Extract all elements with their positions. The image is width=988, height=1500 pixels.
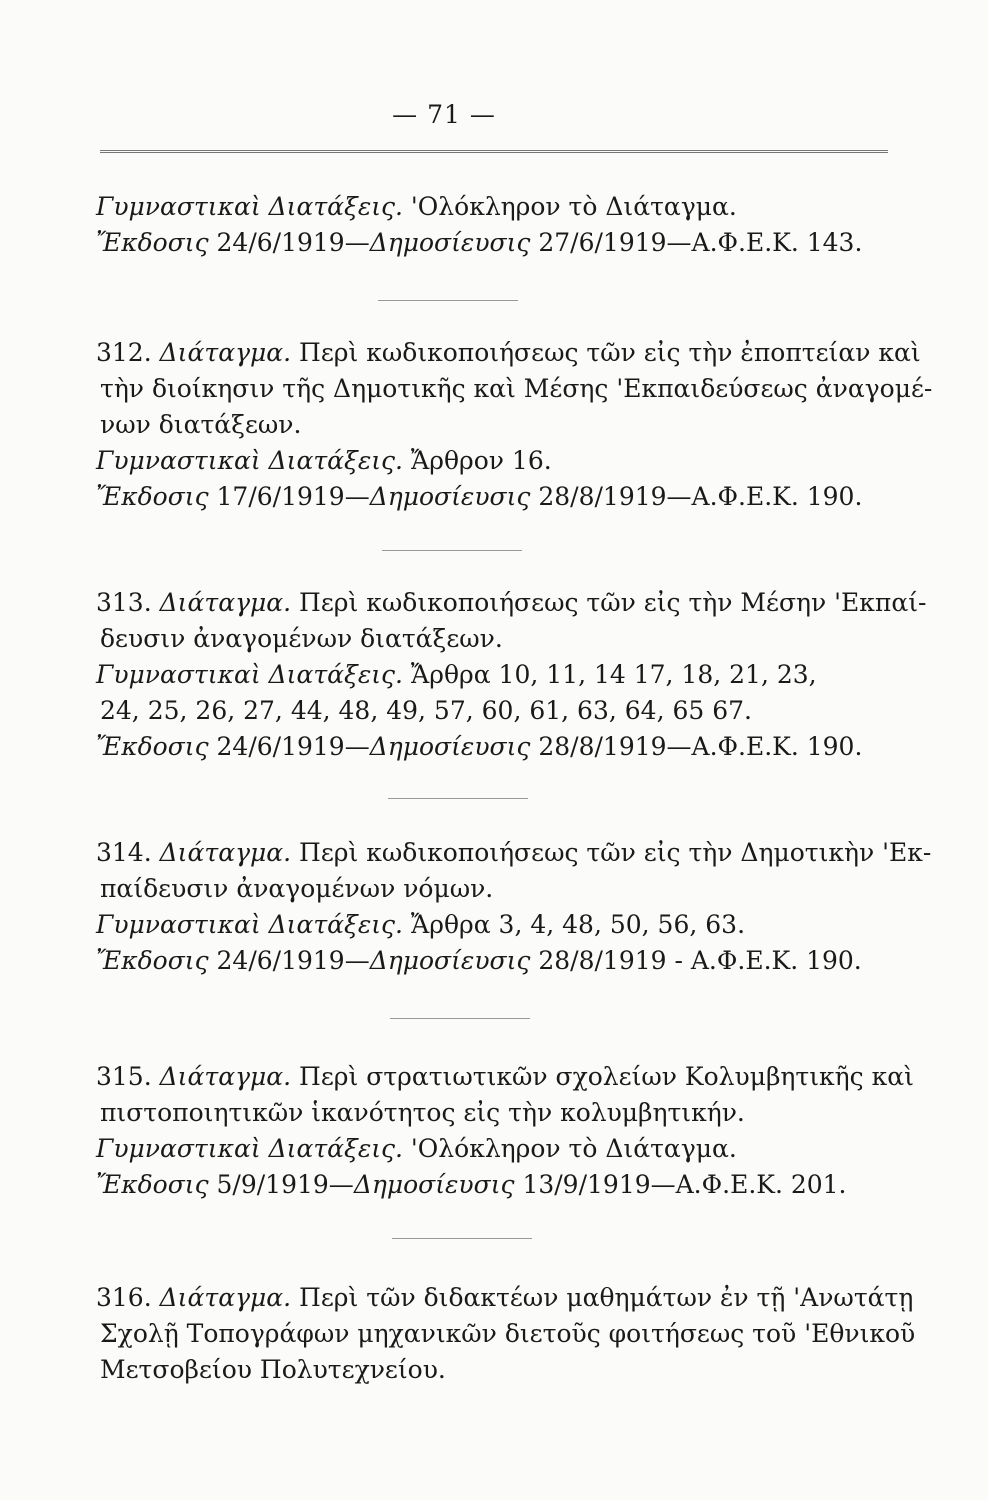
publication-label: Δημοσίευσις	[369, 732, 531, 761]
publication-value: 28/8/1919 - Α.Φ.Ε.Κ. 190.	[530, 946, 862, 975]
entry-312-gymnastics	[96, 446, 552, 476]
separator	[392, 1238, 532, 1239]
gymnastics-label: Γυμναστικαὶ Διατάξεις.	[96, 192, 403, 221]
separator	[378, 300, 518, 301]
separator	[390, 1018, 530, 1019]
publication-label: Δημοσίευσις	[369, 946, 531, 975]
entry-number: 313.	[96, 588, 160, 617]
entry-315-issue	[96, 1170, 847, 1200]
entry-312-line-2: τὴν διοίκησιν τῆς Δημοτικῆς καὶ Μέσης 'Εκπαιδεύσεως ἀναγομέ-	[100, 374, 933, 403]
publication-label: Δημοσίευσις	[369, 482, 531, 511]
issue-label: Ἔκδοσις	[96, 946, 209, 975]
separator	[388, 798, 528, 799]
entry-312-line-3: νων διατάξεων.	[100, 410, 302, 439]
gymnastics-label: Γυμναστικαὶ Διατάξεις.	[96, 446, 403, 475]
gymnastics-value: Ἄρθρα 10, 11, 14 17, 18, 21, 23,	[402, 660, 817, 689]
gymnastics-label: Γυμναστικαὶ Διατάξεις.	[96, 1134, 403, 1163]
issue-label: Ἔκδοσις	[96, 732, 209, 761]
entry-314-gymnastics	[96, 910, 745, 940]
entry-type: Διάταγμα.	[159, 838, 292, 867]
entry-text: Περὶ στρατιωτικῶν σχολείων Κολυμβητικῆς καὶ	[291, 1062, 914, 1091]
issue-value: 5/9/1919—	[208, 1170, 354, 1199]
entry-313-line-2: δευσιν ἀναγομένων διατάξεων.	[100, 624, 503, 653]
entry-316-line-3: Μετσοβείου Πολυτεχνείου.	[100, 1355, 446, 1384]
entry-314-line-2: παίδευσιν ἀναγομένων νόμων.	[100, 874, 494, 903]
gymnastics-value: 'Ολόκληρον τὸ Διάταγμα.	[402, 192, 737, 221]
issue-label: Ἔκδοσις	[96, 228, 209, 257]
publication-value: 28/8/1919—Α.Φ.Ε.Κ. 190.	[530, 732, 863, 761]
issue-label: Ἔκδοσις	[96, 482, 209, 511]
entry-315-line-2: πιστοποιητικῶν ἱκανότητος εἰς τὴν κολυμβητικήν.	[100, 1098, 745, 1127]
page-number: — 71 —	[392, 100, 496, 129]
entry-314-issue	[96, 946, 862, 976]
entry-312-issue	[96, 482, 862, 512]
intro-issue-line	[96, 228, 862, 258]
publication-value: 27/6/1919—Α.Φ.Ε.Κ. 143.	[530, 228, 863, 257]
gymnastics-value: Ἄρθρον 16.	[402, 446, 552, 475]
publication-label: Δημοσίευσις	[353, 1170, 515, 1199]
issue-value: 24/6/1919—	[208, 228, 370, 257]
entry-type: Διάταγμα.	[159, 338, 292, 367]
publication-label: Δημοσίευσις	[369, 228, 531, 257]
entry-314-title	[96, 838, 931, 868]
gymnastics-value: Ἄρθρα 3, 4, 48, 50, 56, 63.	[402, 910, 746, 939]
entry-type: Διάταγμα.	[159, 1062, 292, 1091]
entry-313-gymnastics	[96, 660, 817, 690]
entry-text: Περὶ κωδικοποιήσεως τῶν εἰς τὴν Μέσην 'Εκπαί-	[291, 588, 927, 617]
entry-text: Περὶ κωδικοποιήσεως τῶν εἰς τὴν ἐποπτείαν καὶ	[291, 338, 921, 367]
entry-type: Διάταγμα.	[159, 588, 292, 617]
header-rule	[100, 150, 888, 153]
issue-value: 17/6/1919—	[208, 482, 370, 511]
entry-312-title	[96, 338, 921, 368]
entry-313-title	[96, 588, 926, 618]
entry-type: Διάταγμα.	[159, 1283, 292, 1312]
gymnastics-label: Γυμναστικαὶ Διατάξεις.	[96, 660, 403, 689]
entry-315-gymnastics	[96, 1134, 737, 1164]
issue-value: 24/6/1919—	[208, 946, 370, 975]
entry-number: 312.	[96, 338, 160, 367]
entry-number: 314.	[96, 838, 160, 867]
entry-313-issue	[96, 732, 862, 762]
entry-number: 315.	[96, 1062, 160, 1091]
issue-value: 24/6/1919—	[208, 732, 370, 761]
entry-313-articles: 24, 25, 26, 27, 44, 48, 49, 57, 60, 61, 63, 64, 65 67.	[100, 696, 752, 725]
intro-gymnastics-line	[96, 192, 737, 222]
issue-label: Ἔκδοσις	[96, 1170, 209, 1199]
entry-text: Περὶ τῶν διδακτέων μαθημάτων ἐν τῇ 'Ανωτάτῃ	[291, 1283, 914, 1312]
entry-number: 316.	[96, 1283, 160, 1312]
entry-text: Περὶ κωδικοποιήσεως τῶν εἰς τὴν Δημοτικὴν 'Εκ-	[291, 838, 932, 867]
entry-316-line-2: Σχολῇ Τοπογράφων μηχανικῶν διετοῦς φοιτήσεως τοῦ 'Εθνικοῦ	[100, 1319, 916, 1348]
entry-316-title	[96, 1283, 913, 1313]
gymnastics-value: 'Ολόκληρον τὸ Διάταγμα.	[402, 1134, 737, 1163]
gymnastics-label: Γυμναστικαὶ Διατάξεις.	[96, 910, 403, 939]
publication-value: 13/9/1919—Α.Φ.Ε.Κ. 201.	[514, 1170, 847, 1199]
separator	[382, 550, 522, 551]
entry-315-title	[96, 1062, 914, 1092]
publication-value: 28/8/1919—Α.Φ.Ε.Κ. 190.	[530, 482, 863, 511]
